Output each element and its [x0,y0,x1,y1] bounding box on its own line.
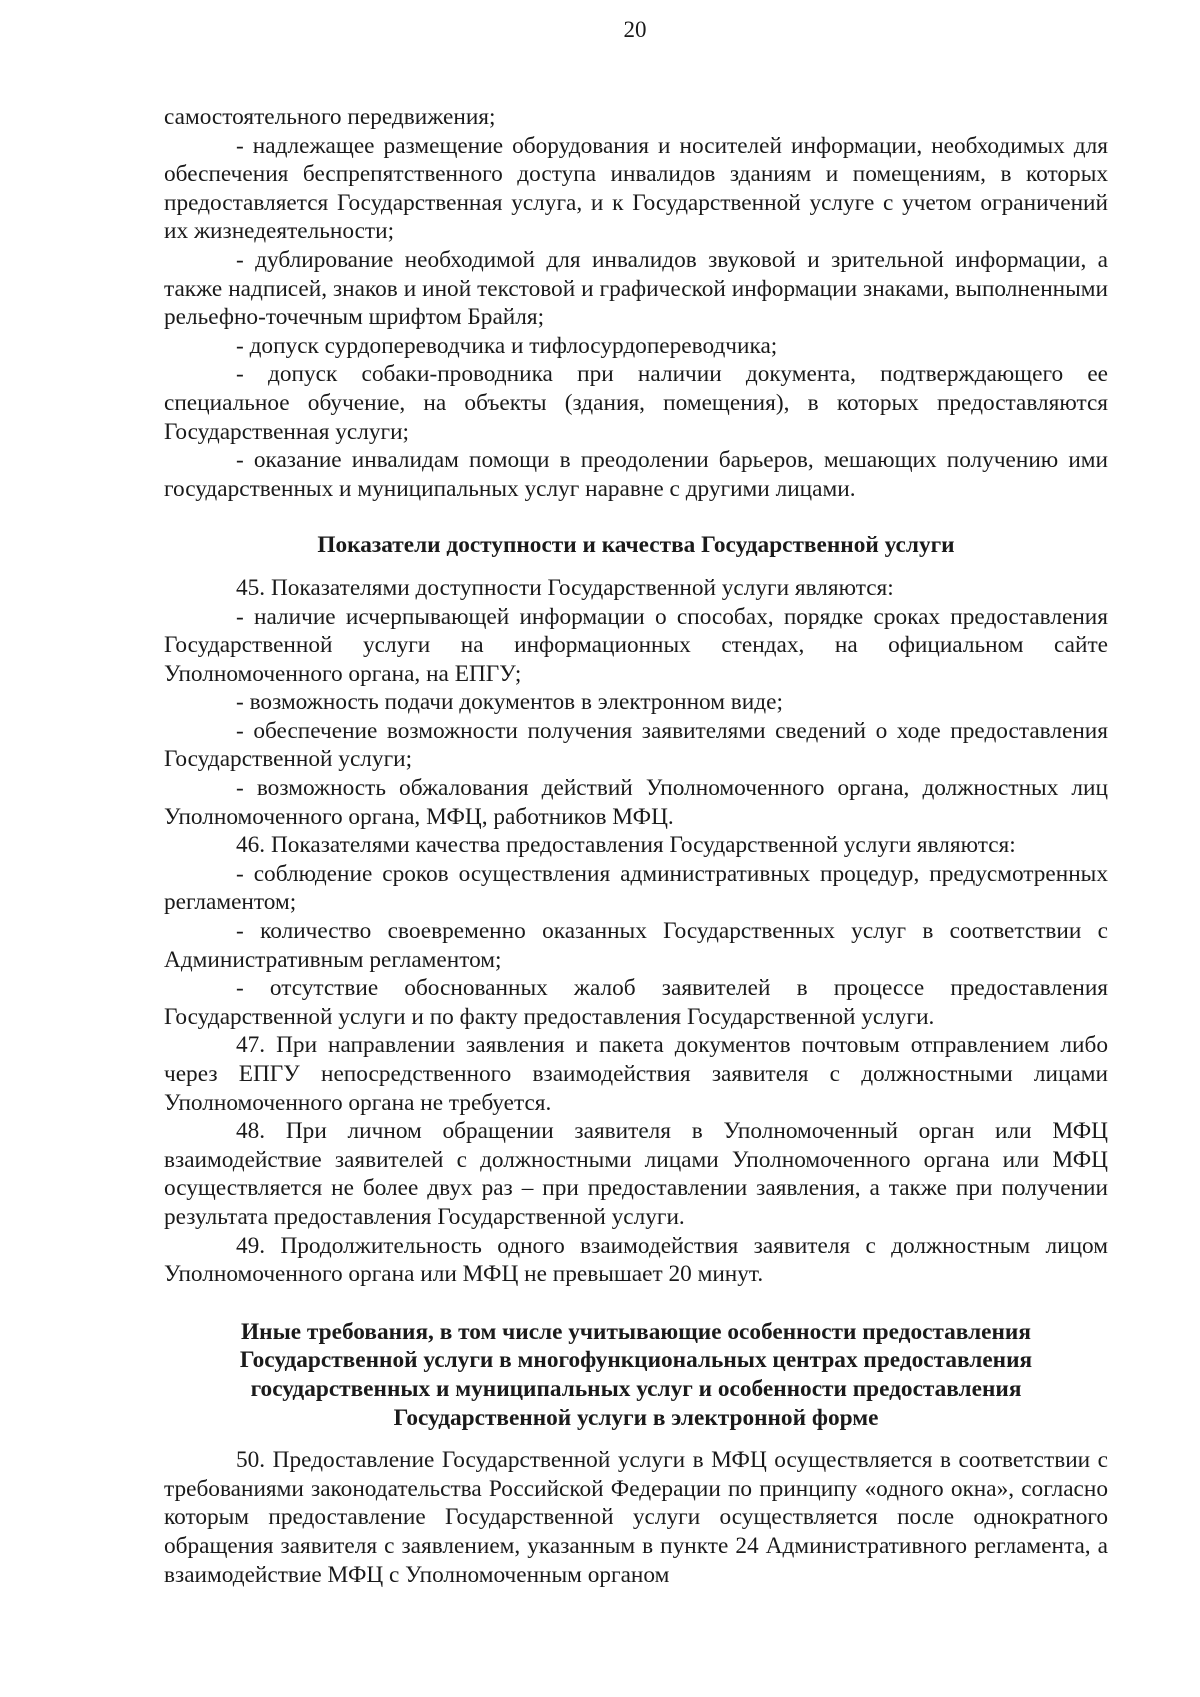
paragraph: 50. Предоставление Государственной услуги в МФЦ осуществляется в соответствии с требованиями законодательства Российской Федерации по принципу «одного окна», согласно которым предоставление Государственной услуги осуществляется после однократного обращения заявителя с заявлением, указанным в пункте 24 Административного регламента, а взаимодействие МФЦ с Уполномоченным органом [164,1447,1108,1588]
paragraph: - отсутствие обоснованных жалоб заявителей в процессе предоставления Государственной услуги и по факту предоставления Государственной услуги. [164,975,1108,1030]
section-accessibility-measures [164,103,1108,503]
paragraph: самостоятельного передвижения; [164,104,496,130]
paragraph: - надлежащее размещение оборудования и носителей информации, необходимых для обеспечения беспрепятственного доступа инвалидов зданиям и помещениям, в которых предоставляется Государственная услуга, и к Государственной услуге с учетом ограничений их жизнедеятельности; [164,132,1108,245]
section-other-requirements [164,1318,1108,1589]
paragraph: - допуск собаки-проводника при наличии документа, подтверждающего ее специальное обучение, на объекты (здания, помещения), в которых предоставляются Государственная услуги; [164,361,1108,445]
section-heading-line: Иные требования, в том числе учитывающие особенности предоставления [241,1318,1031,1345]
paragraph: 48. При личном обращении заявителя в Уполномоченный орган или МФЦ взаимодействие заявителей с должностными лицами Уполномоченного органа или МФЦ осуществляется не более двух раз – при предоставлении заявления, а также при получении результата предоставления Государственной услуги. [164,1118,1108,1230]
paragraph: - оказание инвалидам помощи в преодолении барьеров, мешающих получению ими государственных и муниципальных услуг наравне с другими лицами. [164,447,1108,502]
paragraph: - количество своевременно оказанных Государственных услуг в соответствии с Административным регламентом; [164,918,1108,973]
paragraph: 46. Показателями качества предоставления Государственной услуги являются: [236,832,1016,859]
section-heading-line: государственных и муниципальных услуг и особенности предоставления [250,1375,1022,1402]
paragraph: - наличие исчерпывающей информации о способах, порядке сроках предоставления Государственной услуги на информационных стендах, на официальном сайте Уполномоченного органа, на ЕПГУ; [164,603,1108,687]
paragraph: 47. При направлении заявления и пакета документов почтовым отправлением либо через ЕПГУ непосредственного взаимодействия заявителя с должностными лицами Уполномоченного органа не требуется. [164,1032,1108,1116]
paragraph: - обеспечение возможности получения заявителями сведений о ходе предоставления Государственной услуги; [164,717,1108,773]
paragraph: - возможность обжалования действий Уполномоченного органа, должностных лиц Уполномоченного органа, МФЦ, работников МФЦ. [164,775,1108,830]
section-heading-line: Государственной услуги в многофункциональных центрах предоставления [239,1347,1033,1374]
paragraph: 45. Показателями доступности Государственной услуги являются: [236,574,894,601]
page-number: 20 [623,17,647,42]
section-heading: Показатели доступности и качества Государственной услуги [317,532,955,559]
paragraph: - возможность подачи документов в электронном виде; [236,689,783,716]
section-quality-indicators [164,531,1108,1288]
section-heading-line: Государственной услуги в электронной форме [393,1404,879,1431]
section-heading [164,1318,1108,1432]
paragraph: - допуск сурдопереводчика и тифлосурдопереводчика; [236,332,778,359]
document-body [164,103,1108,1589]
paragraph: 49. Продолжительность одного взаимодействия заявителя с должностным лицом Уполномоченного органа или МФЦ не превышает 20 минут. [164,1232,1108,1288]
paragraph: - дублирование необходимой для инвалидов звуковой и зрительной информации, а также надписей, знаков и иной текстовой и графической информации знаками, выполненными рельефно-точечным шрифтом Брайля; [164,246,1108,331]
paragraph: - соблюдение сроков осуществления административных процедур, предусмотренных регламентом; [164,860,1108,916]
